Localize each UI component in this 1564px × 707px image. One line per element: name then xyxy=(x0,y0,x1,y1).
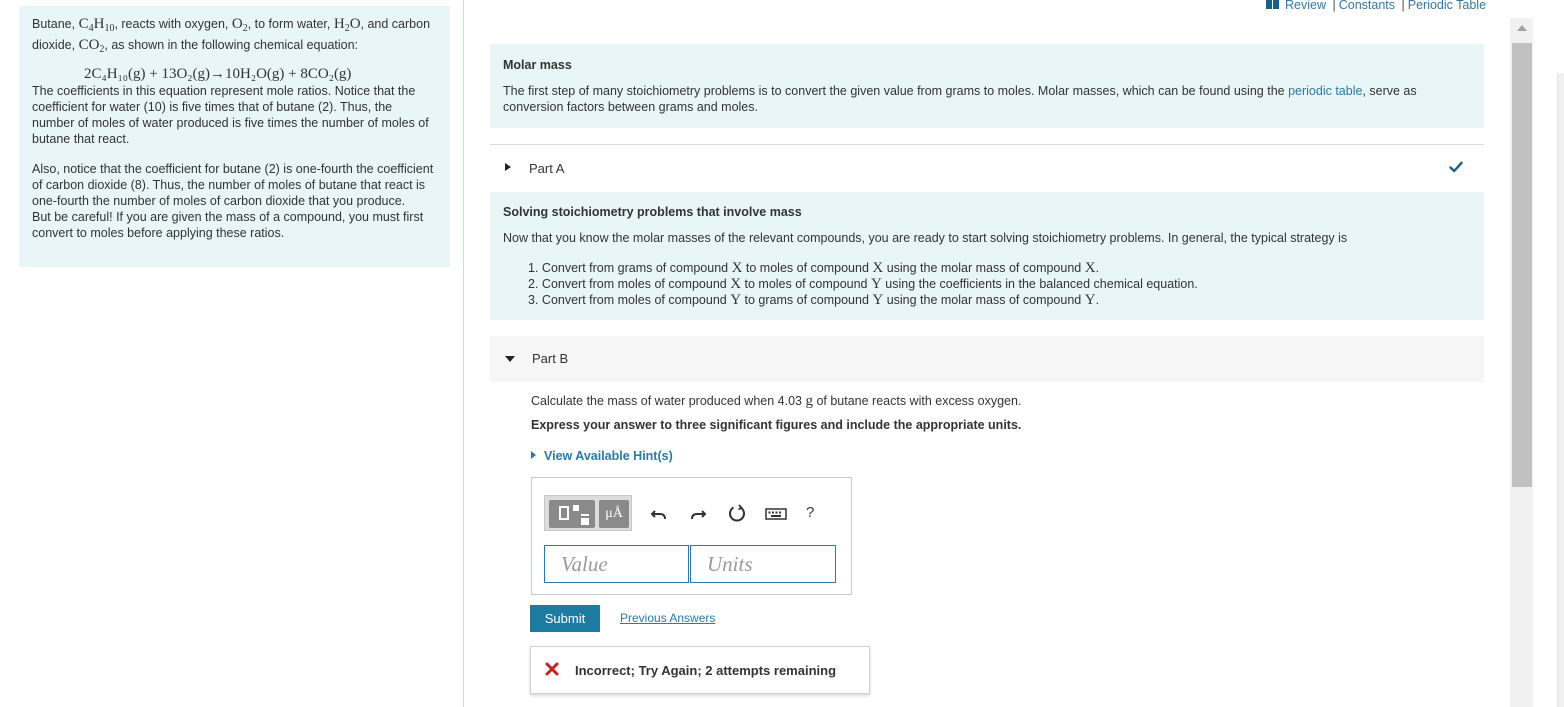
collapse-arrow-icon[interactable] xyxy=(505,356,515,362)
submit-button[interactable]: Submit xyxy=(530,605,600,632)
feedback-box xyxy=(530,646,870,694)
molar-mass-box xyxy=(490,44,1484,128)
intro-paragraph-2: The coefficients in this equation represent mole ratios. Notice that the coefficient for water (10) is five times that of butane (2). Thus, the number of moles of water produced is five times the number of moles of butane that react. xyxy=(32,84,429,146)
feedback-text: Incorrect; Try Again; 2 attempts remaining xyxy=(575,663,837,678)
intro-panel xyxy=(19,6,450,267)
units-input[interactable]: Units xyxy=(690,545,836,583)
top-links xyxy=(1266,0,1486,14)
redo-icon[interactable] xyxy=(688,503,708,523)
formula-co2: $CO_2$ xyxy=(78,37,105,55)
hint-arrow-icon xyxy=(531,451,536,459)
link-separator: | xyxy=(1401,0,1405,12)
periodic-table-inline-link[interactable]: periodic table xyxy=(1288,84,1363,98)
intro-paragraph-1: Butane, $C_4H_{10}$, reacts with oxygen, $O_2$, to form water, $H_2O$, and carbon dioxide, $CO_2$, as shown in the following chemical equation: xyxy=(32,16,431,55)
pane-divider[interactable] xyxy=(463,0,464,707)
previous-answers-link[interactable]: Previous Answers xyxy=(620,611,716,625)
answer-widget xyxy=(531,477,852,595)
strategy-title: Solving stoichiometry problems that involve mass xyxy=(503,205,802,219)
value-input[interactable]: Value xyxy=(544,545,689,583)
strategy-steps xyxy=(528,260,1471,308)
part-b-label[interactable]: Part B xyxy=(532,351,569,366)
book-icon xyxy=(1266,0,1279,9)
review-link[interactable]: Review xyxy=(1285,0,1326,12)
molar-mass-title: Molar mass xyxy=(503,58,572,72)
periodic-table-link[interactable]: Periodic Table xyxy=(1407,0,1487,12)
check-icon xyxy=(1449,160,1463,174)
part-b-header[interactable] xyxy=(490,336,1484,382)
part-a-label[interactable]: Part A xyxy=(529,161,565,176)
outer-scrollbar[interactable] xyxy=(1557,73,1564,707)
formula-oxygen: $O_2$ xyxy=(231,16,248,34)
strategy-intro: Now that you know the molar masses of the relevant compounds, you are ready to start solving stoichiometry problems. In general, the typical strategy is xyxy=(503,231,1348,245)
link-separator: | xyxy=(1332,0,1336,12)
keyboard-icon[interactable] xyxy=(764,503,788,523)
scrollbar-thumb[interactable] xyxy=(1512,43,1532,487)
question-text: Calculate the mass of water produced when 4.03 g of butane reacts with excess oxygen. xyxy=(531,393,1022,409)
molar-mass-text: The first step of many stoichiometry problems is to convert the given value from grams to moles. Molar masses, which can be found using the periodic table, serve as conversion factors between grams and moles. xyxy=(503,84,1417,114)
list-item: 3. Convert from moles of compound Y to grams of compound Y using the molar mass of compound Y. xyxy=(528,292,1100,308)
formula-butane: $C_4H_{10}$ xyxy=(78,16,115,34)
constants-link[interactable]: Constants xyxy=(1338,0,1396,12)
intro-paragraph-3: Also, notice that the coefficient for butane (2) is one-fourth the coefficient of carbon dioxide (8). Thus, the number of moles of butane that react is one-fourth the number of moles of carbon dioxide that you produce. xyxy=(32,162,434,208)
list-item: 1. Convert from grams of compound X to moles of compound X using the molar mass of compound X. xyxy=(528,260,1100,276)
chemical-equation: 2C₄H₁₀(g) + 13O₂(g)→10H₂O(g) + 8CO₂(g) xyxy=(84,66,352,82)
units-button[interactable]: μÅ xyxy=(599,500,629,528)
scroll-up-arrow-icon[interactable] xyxy=(1517,25,1527,31)
part-a-header[interactable] xyxy=(490,144,1484,190)
expand-arrow-icon[interactable] xyxy=(505,163,511,171)
strategy-box xyxy=(490,192,1484,320)
templates-button[interactable] xyxy=(549,500,595,528)
help-button[interactable]: ? xyxy=(806,504,815,521)
formula-water: $H_2O$ xyxy=(333,16,361,34)
intro-paragraph-4: But be careful! If you are given the mass of a compound, you must first convert to moles before applying these ratios. xyxy=(32,210,424,240)
view-hints-link[interactable]: View Available Hint(s) xyxy=(531,449,673,463)
reset-icon[interactable] xyxy=(727,503,747,523)
undo-icon[interactable] xyxy=(649,503,669,523)
instruction-text: Express your answer to three significant figures and include the appropriate units. xyxy=(531,418,1022,432)
error-x-icon xyxy=(545,662,559,676)
list-item: 2. Convert from moles of compound X to moles of compound Y using the coefficients in the balanced chemical equation. xyxy=(528,276,1198,292)
toolbar-group xyxy=(544,495,632,531)
